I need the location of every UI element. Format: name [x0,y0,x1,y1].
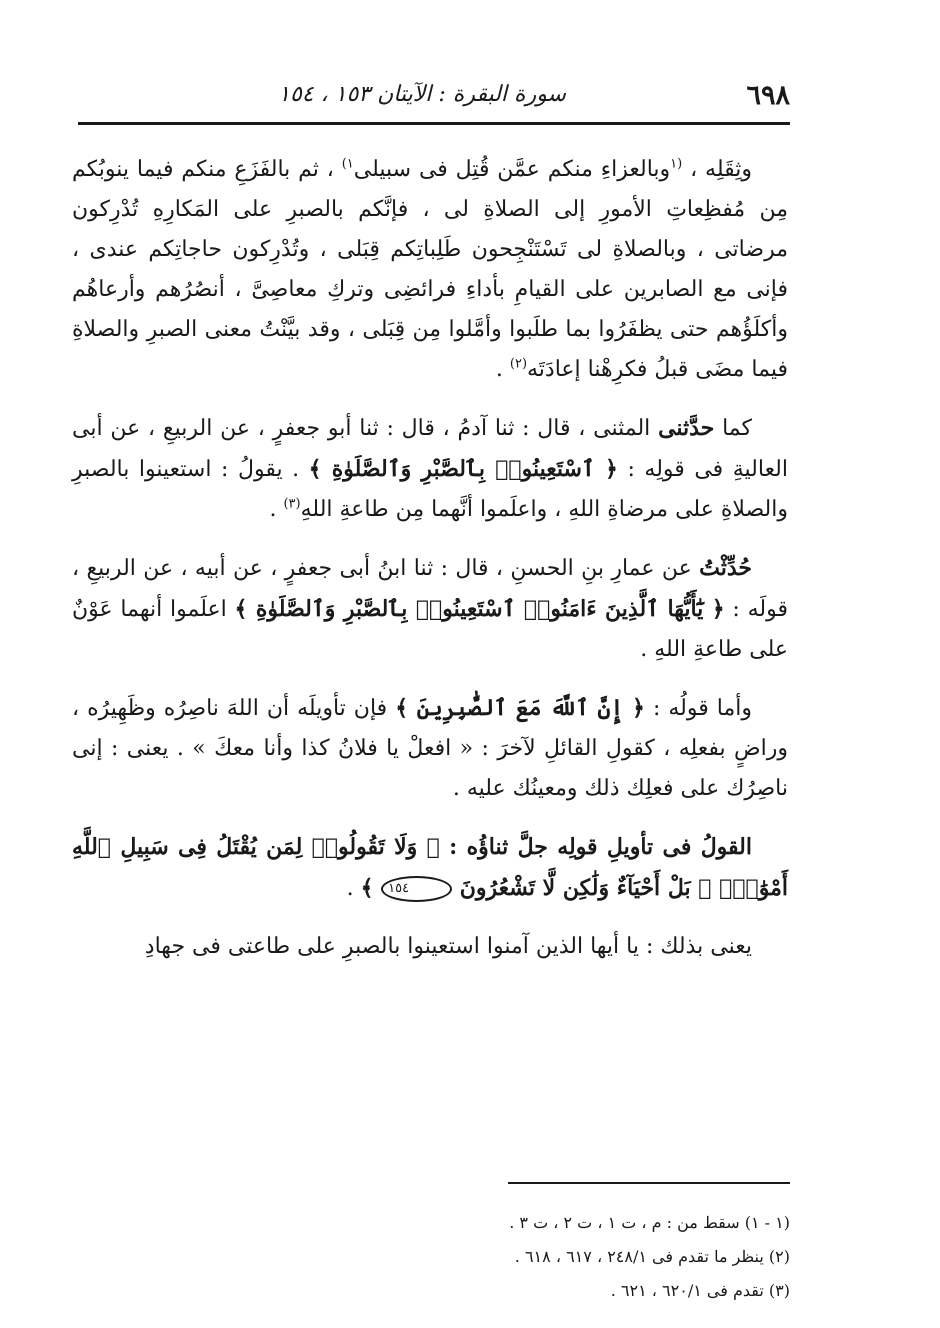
bold-lead-text: حدَّثنى [658,415,715,441]
text-segment: . يقولُ : استعينوا بالصبرِ والصلاةِ على مرضاةِ اللهِ ، واعلَموا أنَّهما مِن طاعةِ اللهِ [72,457,788,522]
text-segment: كما [714,416,753,441]
text-segment: يعنى بذلك : يا أيها الذين آمنوا استعينوا بالصبرِ على طاعتى فى جهادِ [144,934,752,959]
text-segment: . [495,357,510,382]
quran-quote: ﴿ إِنَّ ٱللَّهَ مَعَ ٱلصَّٰبِرِينَ ﴾ [395,695,645,721]
text-segment: اعلَموا أنهما عَوْنٌ على طاعةِ اللهِ . [72,597,788,662]
paragraph [72,548,788,670]
paragraph [72,927,788,967]
footnote-ref: (١ [670,156,683,172]
main-text [72,150,788,985]
bold-lead-text: القولُ فى تأويلِ قولِه جلَّ ثناؤُه : [439,834,752,860]
paragraph [72,688,788,809]
paragraph [72,827,788,909]
footnote-ref: (٢) [509,356,528,372]
running-title: سورة البقرة : الآيتان ١٥٣ ، ١٥٤ [278,82,566,107]
footnotes [250,1206,790,1308]
footnote-ref: (٣) [283,496,301,512]
text-segment: وثِقَلِه ، [682,157,752,182]
text-segment: فإن تأويلَه أن اللهَ ناصِرُه وظَهِيرُه ، وراضٍ بفعلِه ، كقولِ القائلِ لآخرَ : « افعلْ يا فلانُ كذا وأنا معكَ » . يعنى : إنى ناصِرُك على فعلِك ذلك ومعينُك عليه . [72,696,788,801]
text-segment: وبالعزاءِ منكم عمَّن قُتِل فى سبيلى [353,157,671,182]
text-segment: عن عمارِ بنِ الحسنِ ، قال : ثنا ابنُ أبى جعفرٍ ، عن أبيه ، عن الربيعِ ، قولَه : [72,556,789,622]
text-segment: وأما قولُه : [644,696,753,721]
quran-quote: ﴿ يَٰٓأَيُّهَا ٱلَّذِينَ ءَامَنُوا۟ ٱسْتَعِينُوا۟ بِٱلصَّبْرِ وَٱلصَّلَوٰةِ ﴾ [234,596,725,622]
paragraph [72,408,788,530]
page-header [78,78,790,118]
verse-number-mark: ١٥٤ [381,876,452,902]
quran-quote: ﴾ [360,875,382,901]
quran-quote: ﴿ وَلَا تَقُولُوا۟ لِمَن يُقْتَلُ فِى سَبِيلِ ٱللَّهِ أَمْوَٰتٌۢ ۚ بَلْ أَحْيَآءٌ وَلَٰكِن لَّا تَشْعُرُونَ [72,834,788,901]
text-segment: . [346,876,361,901]
header-rule [78,122,790,125]
text-segment: ، ثم بالفَزَعِ منكم فيما ينوبُكم مِن مُفظِعاتِ الأمورِ إلى الصلاةِ لى ، فإنَّكم بالصبرِ على المَكارِهِ تُدْرِكون مرضاتى ، وبالصلاةِ لى تَسْتَنْجِحون طَلِباتِكم قِبَلى ، وتُدْرِكون حاجاتِكم عندى ، فإنى مع الصابرين على القيامِ بأداءِ فرائضِى وتركِ معاصِىَّ ، أنصُرُهم وأرعاهُم وأكلَؤُهم حتى يظفَرُوا بما طلَبوا وأمَّلوا مِن قِبَلى ، وقد بيَّنْتُ معنى الصبرِ والصلاةِ فيما مضَى قبلُ فكرِهْنا إعادَتَه [72,157,788,382]
footnote-1: (١ - ١) سقط من : م ، ت ١ ، ت ٢ ، ت ٣ . [509,1213,790,1232]
page-number: ٦٩٨ [746,80,790,111]
footnote-3: (٣) تقدم فى ٦٢٠/١ ، ٦٢١ . [610,1281,790,1300]
footnote-2: (٢) ينظر ما تقدم فى ٢٤٨/١ ، ٦١٧ ، ٦١٨ . [514,1247,790,1266]
bold-lead-text: حُدِّثْتُ [699,555,752,581]
footnote-ref: ١) [341,156,354,172]
footnote-rule [508,1182,790,1184]
text-segment: المثنى ، قال : ثنا آدمُ ، قال : ثنا أبو جعفرٍ ، عن الربيعِ ، عن أبى العاليةِ فى قولِه : [72,416,788,482]
quran-quote: ﴿ ٱسْتَعِينُوا۟ بِٱلصَّبْرِ وَٱلصَّلَوٰةِ ﴾ [308,456,618,482]
text-segment: . [269,497,284,522]
paragraph [72,150,788,390]
